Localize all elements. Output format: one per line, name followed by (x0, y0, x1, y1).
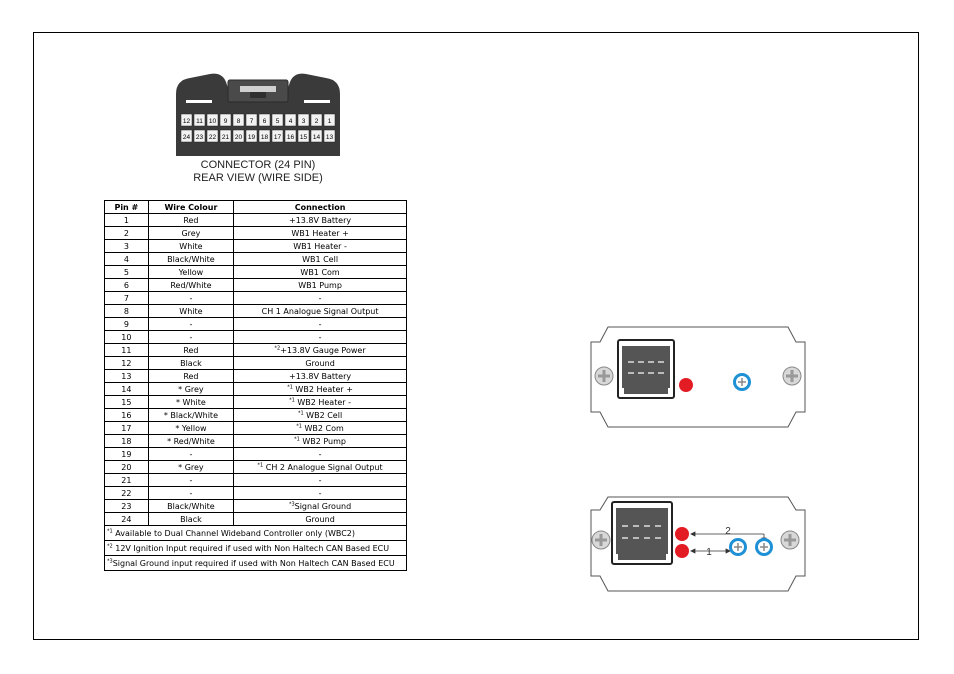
footnote-row (105, 541, 407, 556)
pin-row (105, 266, 407, 279)
status-led-channel-1-icon (675, 544, 689, 558)
connector-caption-title: CONNECTOR (24 PIN) (200, 159, 316, 171)
pin-number: 20 (105, 461, 149, 474)
wire-colour: * Grey (148, 383, 233, 396)
footnote-marker: *1 (297, 409, 304, 416)
connector-pin-number: 9 (223, 118, 228, 125)
connection-text: - (318, 449, 322, 459)
pin-row (105, 513, 407, 526)
pin-number: 4 (105, 253, 149, 266)
wire-colour: Yellow (148, 266, 233, 279)
pin-row (105, 279, 407, 292)
connection (234, 461, 407, 474)
pin-row (105, 448, 407, 461)
footnote (105, 541, 407, 556)
footnote-marker: *2 (274, 344, 281, 351)
footnote-marker: *1 (287, 383, 293, 390)
pin-number: 11 (105, 344, 149, 357)
pin-row (105, 240, 407, 253)
pin-number: 14 (105, 383, 149, 396)
wire-colour: - (148, 292, 233, 305)
connection (234, 279, 407, 292)
footnote-text: Signal Ground input required if used with Non Haltech CAN Based ECU (112, 558, 395, 568)
pin-row (105, 422, 407, 435)
connector-pin-number: 18 (260, 134, 269, 141)
pin-number: 15 (105, 396, 149, 409)
connector-pin-number: 19 (247, 134, 256, 141)
connector-pin-number: 3 (301, 118, 306, 125)
wire-colour: Black (148, 357, 233, 370)
calibration-pot-icon (733, 373, 751, 391)
connection (234, 253, 407, 266)
footnote-text: Available to Dual Channel Wideband Controller only (WBC2) (112, 528, 356, 538)
footnote-marker: *1 (257, 461, 264, 468)
connector-caption-subtitle: REAR VIEW (WIRE SIDE) (193, 172, 323, 184)
pin-number: 19 (105, 448, 149, 461)
connector-pin-number: 14 (312, 134, 321, 141)
pin-row (105, 370, 407, 383)
connection-text: WB1 Cell (302, 254, 339, 264)
calibration-pot-channel-1-icon (729, 538, 747, 556)
pin-number: 5 (105, 266, 149, 279)
module-connector-socket-icon (612, 502, 672, 564)
connection-text: - (318, 332, 322, 342)
connector-pin-number: 24 (182, 134, 191, 141)
connection-text: WB2 Pump (299, 436, 346, 446)
connection (234, 305, 407, 318)
connection (234, 383, 407, 396)
connection (234, 240, 407, 253)
header-wire-colour: Wire Colour (148, 201, 233, 214)
connector-pin-number: 17 (273, 134, 282, 141)
pin-row (105, 409, 407, 422)
pin-row (105, 383, 407, 396)
pin-row (105, 344, 407, 357)
wire-colour: White (148, 305, 233, 318)
wire-colour: - (148, 318, 233, 331)
connection (234, 474, 407, 487)
connector-pin-number: 10 (208, 118, 217, 125)
pin-number: 13 (105, 370, 149, 383)
connector-pin-number: 6 (262, 118, 267, 125)
pin-number: 18 (105, 435, 149, 448)
connection-text: - (318, 488, 322, 498)
footnote-marker: *1 (289, 396, 295, 403)
footnote-row (105, 556, 407, 571)
status-led-channel-2-icon (675, 527, 689, 541)
connector-pin-number: 4 (288, 118, 293, 125)
wire-colour: Red (148, 370, 233, 383)
pin-number: 1 (105, 214, 149, 227)
pinout-table-header (105, 201, 407, 214)
pin-row (105, 331, 407, 344)
pin-number: 24 (105, 513, 149, 526)
footnote-marker: *3 (288, 500, 295, 507)
channel-1-label: 1 (706, 547, 712, 558)
wire-colour: Black (148, 513, 233, 526)
mounting-screw-left-icon (595, 367, 613, 385)
pin-number: 7 (105, 292, 149, 305)
connector-pin-number: 15 (299, 134, 308, 141)
pin-row (105, 292, 407, 305)
channel-2-label: 2 (725, 526, 731, 537)
wire-colour: * White (148, 396, 233, 409)
connector-pin-number: 7 (249, 118, 254, 125)
connection (234, 422, 407, 435)
footnote-row (105, 526, 407, 541)
connection-text: - (318, 319, 322, 329)
connection-text: +13.8V Battery (288, 215, 352, 225)
connection (234, 500, 407, 513)
connection (234, 331, 407, 344)
wire-colour: * Yellow (148, 422, 233, 435)
connector-pin-number: 13 (325, 134, 334, 141)
connection-text: WB1 Pump (298, 280, 342, 290)
connector-pin-number: 11 (196, 118, 203, 125)
connector-pin-number: 1 (327, 118, 332, 125)
connection-text: WB2 Cell (303, 410, 343, 420)
connection (234, 396, 407, 409)
pin-number: 12 (105, 357, 149, 370)
mounting-screw-left-icon (592, 531, 610, 549)
pin-row (105, 461, 407, 474)
mounting-screw-right-icon (783, 367, 801, 385)
wire-colour: Red (148, 344, 233, 357)
wire-colour: Grey (148, 227, 233, 240)
connection (234, 487, 407, 500)
calibration-pot-channel-2-icon (755, 538, 773, 556)
connection-text: WB1 Heater - (293, 241, 347, 251)
connection-text: Ground (305, 358, 335, 368)
footnote (105, 526, 407, 541)
wire-colour: - (148, 448, 233, 461)
pin-row (105, 305, 407, 318)
wire-colour: Black/White (148, 253, 233, 266)
connection-text: +13.8V Gauge Power (280, 345, 366, 355)
connection (234, 214, 407, 227)
pin-number: 6 (105, 279, 149, 292)
pin-row (105, 253, 407, 266)
connector-pin-number: 8 (236, 118, 241, 125)
pin-number: 23 (105, 500, 149, 513)
pin-row (105, 214, 407, 227)
footnote-marker: *1 (296, 422, 302, 429)
connection-text: WB1 Heater + (291, 228, 349, 238)
connection-text: - (318, 475, 322, 485)
pin-row (105, 474, 407, 487)
pin-number: 9 (105, 318, 149, 331)
connection-text: WB2 Heater - (294, 397, 351, 407)
wire-colour: * Black/White (148, 409, 233, 422)
pin-row (105, 500, 407, 513)
pin-row (105, 396, 407, 409)
pin-number: 17 (105, 422, 149, 435)
wire-colour: Red/White (148, 279, 233, 292)
connection (234, 435, 407, 448)
footnote (105, 556, 407, 571)
pin-number: 22 (105, 487, 149, 500)
connector-pin-number: 12 (182, 118, 191, 125)
connection (234, 318, 407, 331)
connection-text: Signal Ground (294, 501, 352, 511)
connection-text: WB2 Heater + (292, 384, 353, 394)
pin-number: 21 (105, 474, 149, 487)
wire-colour: - (148, 331, 233, 344)
wire-colour: * Grey (148, 461, 233, 474)
connection (234, 344, 407, 357)
connector-pin-number: 23 (195, 134, 204, 141)
connector-pin-number: 2 (314, 118, 319, 125)
pin-row (105, 227, 407, 240)
connection (234, 448, 407, 461)
mounting-screw-right-icon (781, 531, 799, 549)
connection (234, 409, 407, 422)
wire-colour: * Red/White (148, 435, 233, 448)
wire-colour: - (148, 474, 233, 487)
connector-pin-number: 22 (208, 134, 217, 141)
footnote-marker: *2 (107, 542, 113, 549)
pin-number: 2 (105, 227, 149, 240)
connection-text: WB1 Com (300, 267, 340, 277)
connection-text: Ground (305, 514, 335, 524)
connection (234, 370, 407, 383)
connection-text: +13.8V Battery (288, 371, 352, 381)
wire-colour: - (148, 487, 233, 500)
pin-number: 10 (105, 331, 149, 344)
pin-number: 8 (105, 305, 149, 318)
pin-row (105, 487, 407, 500)
pin-row (105, 318, 407, 331)
single-channel-module (590, 326, 806, 428)
wire-colour: White (148, 240, 233, 253)
connection-text: - (318, 293, 322, 303)
dual-channel-module (590, 496, 806, 592)
connector-caption (170, 159, 346, 185)
connector-pin-number: 16 (286, 134, 295, 141)
connection-text: CH 2 Analogue Signal Output (263, 462, 383, 472)
connection (234, 357, 407, 370)
wire-colour: Red (148, 214, 233, 227)
connector-diagram (170, 70, 346, 158)
connection (234, 292, 407, 305)
footnote-marker: *3 (107, 557, 113, 564)
pinout-table (104, 200, 407, 571)
connection (234, 266, 407, 279)
connection (234, 227, 407, 240)
status-led-icon (679, 378, 693, 392)
footnote-text: 12V Ignition Input required if used with Non Haltech CAN Based ECU (112, 543, 390, 553)
pin-number: 16 (105, 409, 149, 422)
footnote-marker: *1 (107, 527, 113, 534)
header-connection: Connection (234, 201, 407, 214)
pin-number: 3 (105, 240, 149, 253)
pin-row (105, 435, 407, 448)
pin-row (105, 357, 407, 370)
module-connector-socket-icon (618, 340, 674, 398)
footnote-marker: *1 (294, 435, 300, 442)
connection-text: CH 1 Analogue Signal Output (261, 306, 379, 316)
connector-pin-number: 5 (275, 118, 280, 125)
connection-text: WB2 Com (301, 423, 344, 433)
header-pin: Pin # (105, 201, 149, 214)
connection (234, 513, 407, 526)
connector-pin-number: 20 (234, 134, 243, 141)
connector-pin-number: 21 (221, 134, 230, 141)
wire-colour: Black/White (148, 500, 233, 513)
